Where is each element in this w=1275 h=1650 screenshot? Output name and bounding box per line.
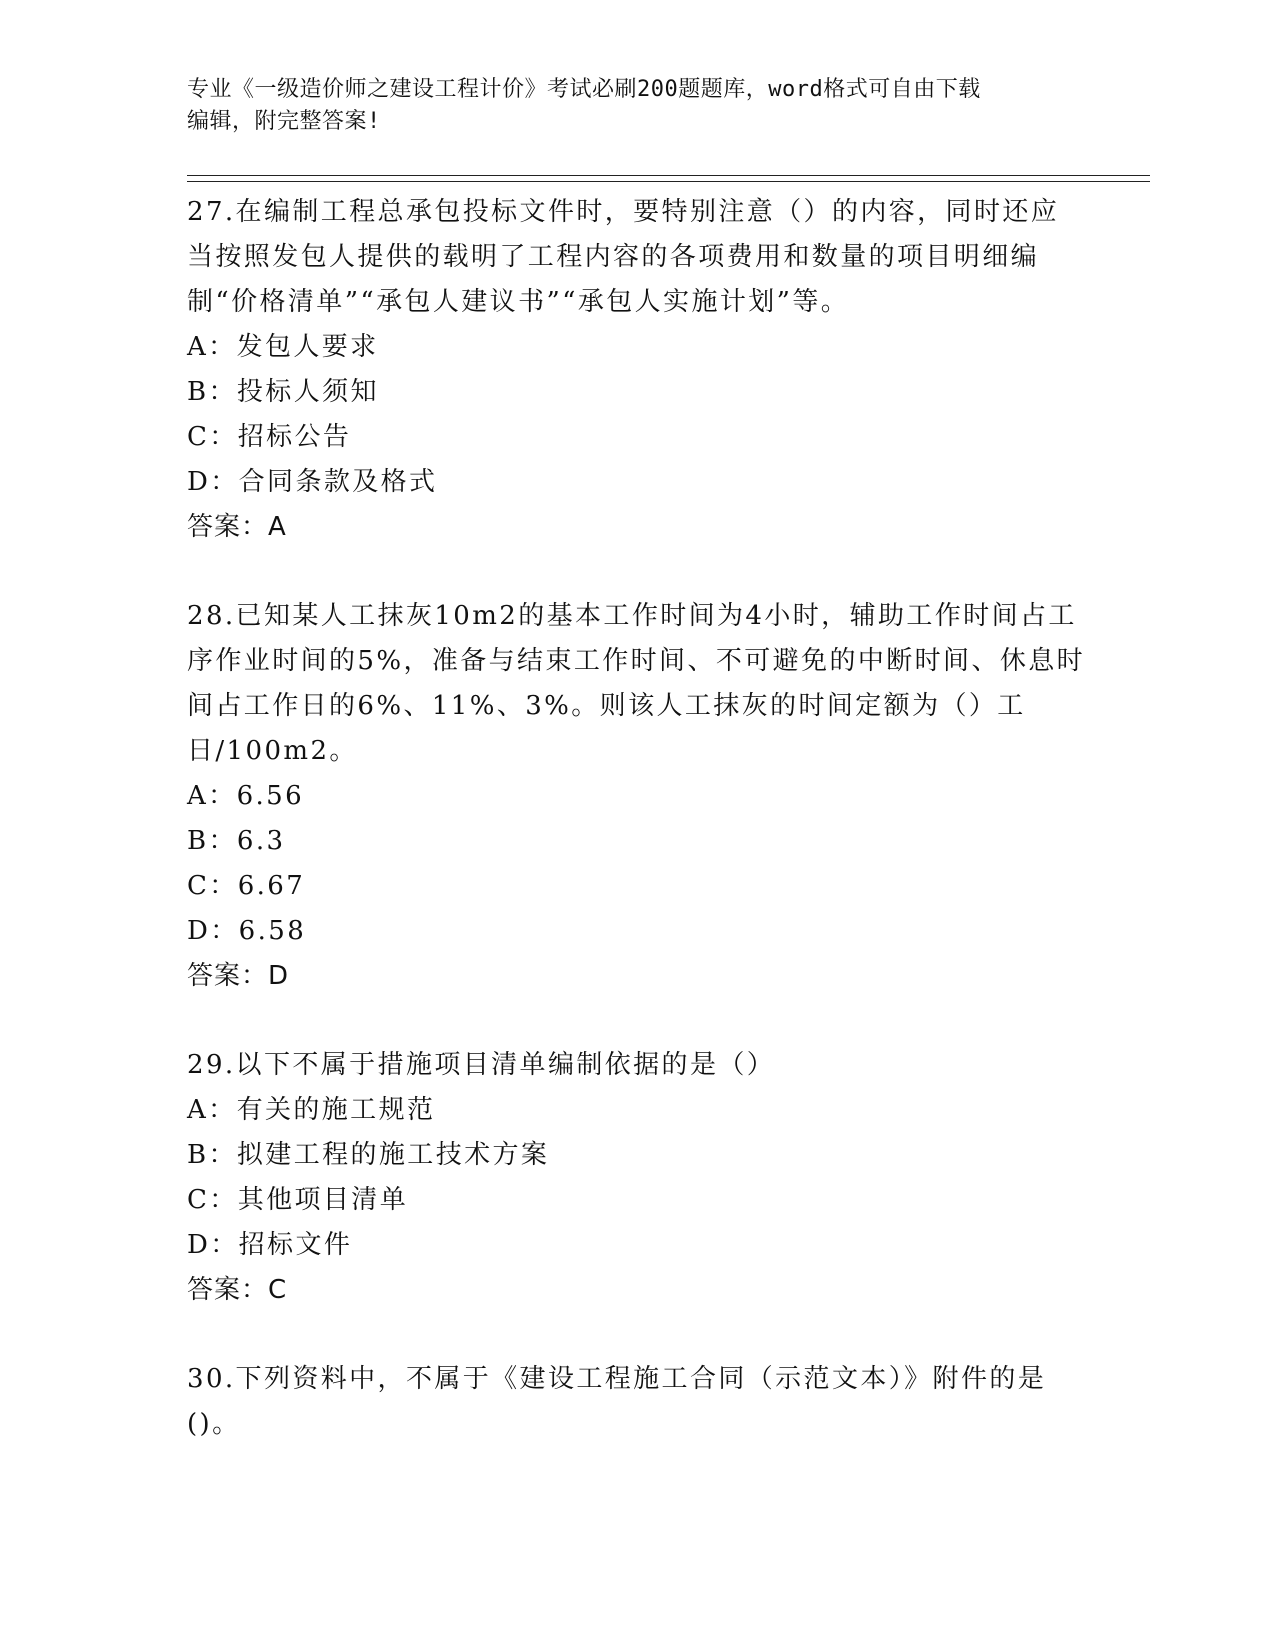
option-c: C：招标公告 [187,422,352,452]
header-line-2: 编辑，附完整答案! [187,109,381,134]
option-b: B：6.3 [187,826,286,856]
answer-label: 答案：C [187,1275,288,1305]
option-d: D：合同条款及格式 [187,467,438,497]
option-c: C：6.67 [187,871,306,901]
question-text: 28.已知某人工抹灰10m2的基本工作时间为4小时，辅助工作时间占工序作业时间的5%，准备与结束工作时间、不可避免的中断时间、休息时间占工作日的6%、11%、3%。则该人工抹灰的时间定额为（）工日/100m2。 [187,601,1086,766]
option-c: C：其他项目清单 [187,1185,409,1215]
option-a: A：6.56 [187,781,305,811]
answer-label: 答案：A [187,512,287,542]
question-29 [187,1043,1087,1313]
option-b: B：投标人须知 [187,377,379,407]
document-header [187,74,1087,138]
question-text: 30.下列资料中，不属于《建设工程施工合同（示范文本）》附件的是()。 [187,1364,1047,1439]
header-divider-top [187,175,1150,176]
question-text: 27.在编制工程总承包投标文件时，要特别注意（）的内容，同时还应当按照发包人提供的载明了工程内容的各项费用和数量的项目明细编制“价格清单”“承包人建议书”“承包人实施计划”等。 [187,197,1060,317]
question-27 [187,190,1087,550]
question-text: 29.以下不属于措施项目清单编制依据的是（） [187,1050,776,1080]
option-a: A：有关的施工规范 [187,1095,436,1125]
option-a: A：发包人要求 [187,332,379,362]
answer-label: 答案：D [187,961,290,991]
question-list [187,190,1087,1491]
question-28 [187,594,1087,999]
header-divider-bottom [187,181,1150,182]
option-b: B：拟建工程的施工技术方案 [187,1140,550,1170]
option-d: D：招标文件 [187,1230,353,1260]
header-line-1: 专业《一级造价师之建设工程计价》考试必刷200题题库，word格式可自由下载 [187,77,981,102]
option-d: D：6.58 [187,916,307,946]
question-30 [187,1357,1087,1447]
